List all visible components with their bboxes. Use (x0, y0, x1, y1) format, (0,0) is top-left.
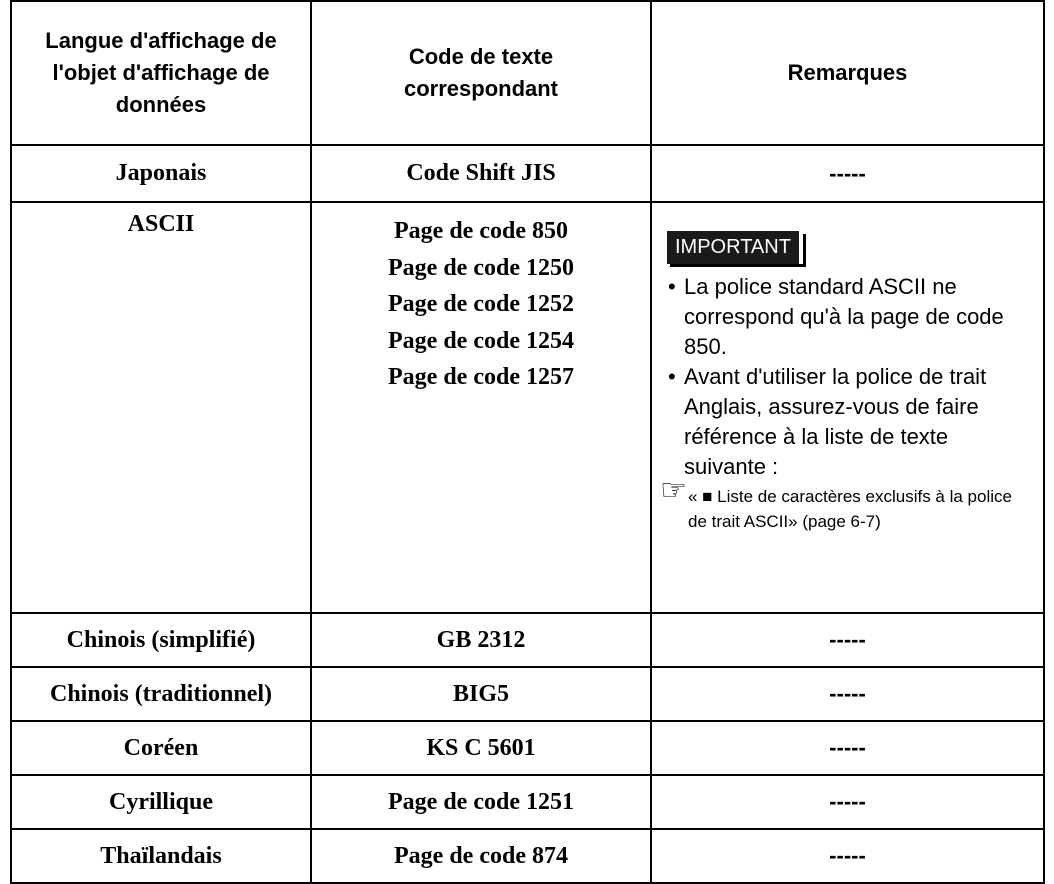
table-row (11, 145, 1044, 202)
remark-cell: ----- (651, 667, 1044, 721)
code-cell: Code Shift JIS (311, 145, 651, 202)
table-row-ascii (11, 202, 1044, 613)
language-cell: Japonais (11, 145, 311, 202)
notes-list (666, 272, 1033, 482)
table-row (11, 775, 1044, 829)
header-row (11, 1, 1044, 145)
language-cell: Thaïlandais (11, 829, 311, 883)
note-item: • La police standard ASCII ne correspond qu'à la page de code 850. (666, 272, 1033, 362)
code-page-item: Page de code 1257 (388, 364, 574, 390)
header-remarks: Remarques (651, 1, 1044, 145)
code-page-item: Page de code 850 (394, 218, 568, 244)
code-cell: GB 2312 (311, 613, 651, 667)
remark-cell: ----- (651, 145, 1044, 202)
code-cell: Page de code 874 (311, 829, 651, 883)
language-cell: Cyrillique (11, 775, 311, 829)
header-code: Code de texte correspondant (311, 1, 651, 145)
table-row (11, 613, 1044, 667)
remark-cell: ----- (651, 775, 1044, 829)
language-cell: ASCII (11, 202, 311, 613)
important-badge: IMPORTANT (667, 231, 803, 264)
header-language: Langue d'affichage de l'objet d'affichage de données (11, 1, 311, 145)
code-page-item: Page de code 1250 (388, 254, 574, 281)
remark-cell: ----- (651, 829, 1044, 883)
code-cell: KS C 5601 (311, 721, 651, 775)
code-list-cell (311, 202, 651, 613)
code-page-item: Page de code 1252 (388, 291, 574, 317)
code-cell: Page de code 1251 (311, 775, 651, 829)
language-code-table (10, 0, 1045, 884)
table-row (11, 721, 1044, 775)
pointing-hand-icon: ☞ (660, 473, 687, 508)
reference-link[interactable] (660, 473, 1033, 534)
language-cell: Chinois (traditionnel) (11, 667, 311, 721)
language-cell: Chinois (simplifié) (11, 613, 311, 667)
table-row (11, 829, 1044, 883)
reference-text: « ■ Liste de caractères exclusifs à la police de trait ASCII» (page 6-7) (688, 487, 1012, 531)
code-cell: BIG5 (311, 667, 651, 721)
remark-notes-cell (651, 202, 1044, 613)
remark-cell: ----- (651, 721, 1044, 775)
table-row (11, 667, 1044, 721)
note-item: • Avant d'utiliser la police de trait Anglais, assurez-vous de faire référence à la liste de texte suivante : (666, 362, 1033, 482)
language-cell: Coréen (11, 721, 311, 775)
remark-cell: ----- (651, 613, 1044, 667)
code-page-item: Page de code 1254 (388, 327, 574, 354)
